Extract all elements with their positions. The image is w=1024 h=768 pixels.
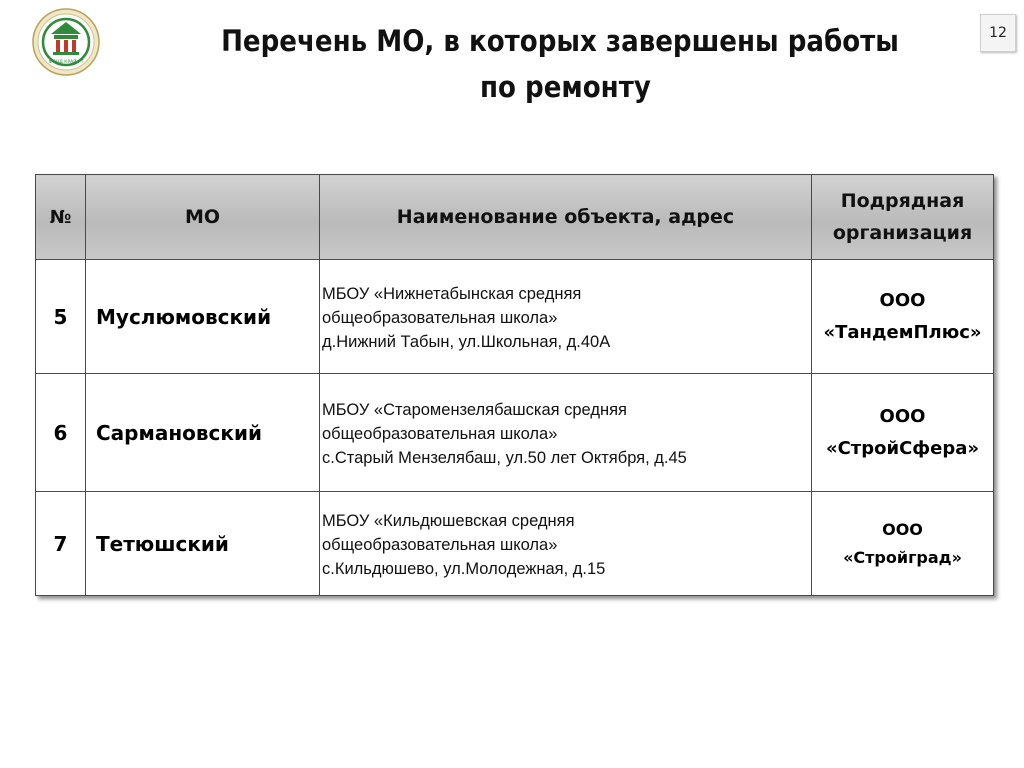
contractor-name: «ТандемПлюс»: [823, 321, 982, 343]
contractor-type: ООО: [879, 289, 926, 311]
table-row: [36, 374, 994, 492]
title-line-1: Перечень МО, в которых завершены работы: [221, 24, 899, 58]
contractor-name: «Стройград»: [843, 547, 962, 567]
row-num: 6: [36, 374, 86, 492]
row-object: [320, 374, 812, 492]
object-name-line: общеобразовательная школа»: [322, 308, 558, 327]
svg-text:ФОНД КРАЙ РТ: ФОНД КРАЙ РТ: [48, 60, 84, 65]
row-mo: Сармановский: [86, 374, 320, 492]
contractor-type: ООО: [882, 519, 923, 539]
header-object: Наименование объекта, адрес: [320, 175, 812, 260]
header-contractor-line-1: Подрядная: [840, 190, 965, 212]
header-num: №: [36, 175, 86, 260]
page-number: 12: [980, 14, 1016, 52]
title-line-2: по ремонту: [479, 70, 651, 104]
object-name-line: МБОУ «Нижнетабынская средняя: [322, 284, 582, 303]
object-name-line: МБОУ «Кильдюшевская средняя: [322, 511, 575, 530]
row-num: 7: [36, 492, 86, 596]
objects-table: [35, 174, 994, 596]
row-num: 5: [36, 260, 86, 374]
page-title: [150, 18, 970, 110]
table-row: [36, 492, 994, 596]
object-address: д.Нижний Табын, ул.Школьная, д.40А: [322, 332, 611, 351]
row-mo: Тетюшский: [86, 492, 320, 596]
contractor-name: «СтройСфера»: [825, 437, 980, 459]
row-contractor: [812, 374, 994, 492]
fund-logo: [32, 8, 100, 76]
table-header-row: [36, 175, 994, 260]
row-contractor: [812, 260, 994, 374]
header-contractor-line-2: организация: [832, 222, 973, 244]
contractor-type: ООО: [879, 405, 926, 427]
row-mo: Муслюмовский: [86, 260, 320, 374]
header-mo: МО: [86, 175, 320, 260]
row-object: [320, 260, 812, 374]
object-address: с.Кильдюшево, ул.Молодежная, д.15: [322, 559, 606, 578]
object-address: с.Старый Мензелябаш, ул.50 лет Октября, д.45: [322, 448, 687, 467]
row-contractor: [812, 492, 994, 596]
header-contractor: [812, 175, 994, 260]
object-name-line: общеобразовательная школа»: [322, 424, 558, 443]
row-object: [320, 492, 812, 596]
table-row: [36, 260, 994, 374]
object-name-line: МБОУ «Старомензелябашская средняя: [322, 400, 627, 419]
object-name-line: общеобразовательная школа»: [322, 535, 558, 554]
